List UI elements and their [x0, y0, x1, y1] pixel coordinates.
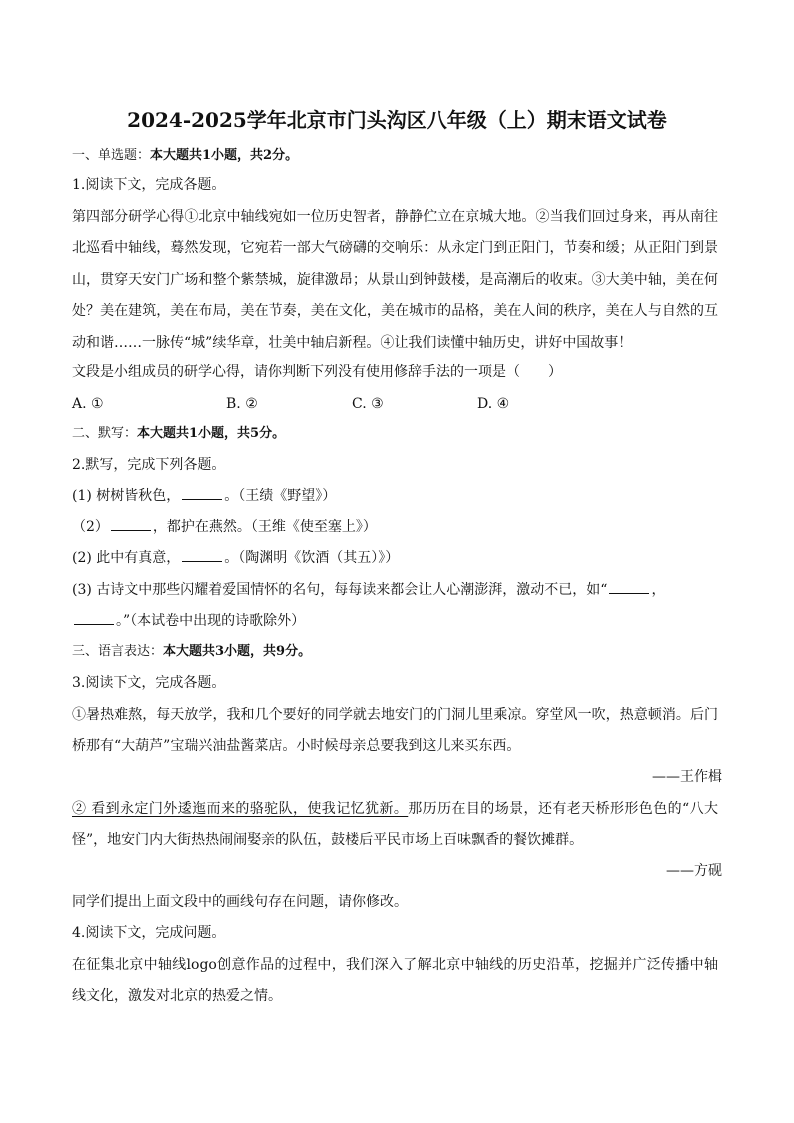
q2-item-2: [72, 517, 377, 537]
q2-item-1-text: (1) 树树皆秋色，: [72, 488, 181, 504]
q2-item-1-source: 。（王绩《野望》）: [224, 488, 337, 504]
q2-item-4: [72, 580, 665, 600]
q1-option-c[interactable]: C. ③: [352, 396, 384, 412]
underlined-sentence: ② 看到永定门外逶迤而来的骆驼队，使我记忆犹新。: [72, 801, 409, 817]
q2-item-4-text: (3) 古诗文中那些闪耀着爱国情怀的名句，每每读来都会让人心潮澎湃，激动不已，如“: [72, 582, 608, 598]
exam-title: 2024-2025学年北京市门头沟区八年级（上）期末语文试卷: [127, 108, 667, 132]
section-2-heading: [72, 424, 285, 444]
q1-stem: 1.阅读下文，完成各题。: [72, 177, 226, 193]
q2-item-4-comma: ，: [651, 582, 666, 598]
section-3-desc: 本大题共3小题，共9分。: [163, 644, 312, 659]
q1-question: 文段是小组成员的研学心得，请你判断下列没有使用修辞手法的一项是（ ）: [72, 364, 562, 380]
q4-passage: 在征集北京中轴线logo创意作品的过程中，我们深入了解北京中轴线的历史沿革，挖掘并广泛传播中轴线文化，激发对北京的热爱之情。: [72, 957, 718, 1005]
q2-item-4-end: 。”（本试卷中出现的诗歌除外）: [116, 613, 306, 629]
section-3-prefix: 三、语言表达：: [72, 644, 164, 659]
q1-option-a[interactable]: A. ①: [72, 396, 104, 412]
q3-author-2: ——方砚: [666, 863, 722, 879]
q2-item-4-cont: [72, 611, 305, 631]
section-2-desc: 本大题共1小题，共5分。: [137, 426, 286, 441]
q3-author-1: ——王作楫: [652, 769, 722, 785]
q2-stem: 2.默写，完成下列各题。: [72, 457, 226, 473]
q3-question: 同学们提出上面文段中的画线句存在问题，请你修改。: [72, 894, 408, 910]
answer-blank[interactable]: [182, 486, 222, 500]
q3-stem: 3.阅读下文，完成各题。: [72, 675, 226, 691]
q2-item-2-text: ，都护在燕然。（王维《使至塞上》）: [152, 519, 377, 535]
q3-passage-1: ①暑热难熬，每天放学，我和几个要好的同学就去地安门的门洞儿里乘凉。穿堂风一吹，热意顿消。后门桥那有“大葫芦”宝瑞兴油盐酱菜店。小时候母亲总要我到这儿来买东西。: [72, 707, 718, 755]
section-1-desc: 本大题共1小题，共2分。: [150, 148, 299, 163]
q3-passage-2-rest: 那历历在目的场景，还有老天桥形形色色的“八大怪”，地安门内大街热热闹闹娶亲的队伍，鼓楼后平民市场上百味飘香的餐饮摊群。: [72, 801, 719, 849]
q1-option-b[interactable]: B. ②: [226, 396, 258, 412]
answer-blank[interactable]: [111, 517, 151, 531]
q4-stem: 4.阅读下文，完成问题。: [72, 925, 226, 941]
q1-option-d[interactable]: D. ④: [477, 396, 510, 412]
q2-item-3-text: (2) 此中有真意，: [72, 550, 181, 566]
q2-item-2-number: （2）: [72, 519, 109, 535]
answer-blank[interactable]: [182, 548, 222, 562]
section-1-heading: [72, 146, 298, 166]
section-3-heading: [72, 642, 311, 662]
section-2-prefix: 二、默写：: [72, 426, 138, 441]
q3-passage-2: [72, 794, 718, 857]
q2-item-3-source: 。（陶渊明《饮酒（其五）》）: [224, 550, 400, 566]
section-1-prefix: 一、单选题：: [72, 148, 151, 163]
q1-passage: 第四部分研学心得①北京中轴线宛如一位历史智者，静静伫立在京城大地。②当我们回过身来，再从南往北巡看中轴线，蓦然发现，它宛若一部大气磅礴的交响乐：从永定门到正阳门，节奏和缓；从正阳门到景山，贯穿天安门广场和整个紫禁城，旋律激昂；从景山到钟鼓楼，是高潮后的收束。③大美中轴，美在何处？美在建筑，美在布局，美在节奏，美在文化，美在城市的品格，美在人间的秩序，美在人与自然的互动和谐……一脉传“城”续华章，壮美中轴启新程。④让我们读懂中轴历史，讲好中国故事！: [72, 209, 718, 351]
answer-blank[interactable]: [74, 611, 114, 625]
q2-item-3: [72, 548, 399, 568]
answer-blank[interactable]: [609, 580, 649, 594]
q2-item-1: [72, 486, 336, 506]
